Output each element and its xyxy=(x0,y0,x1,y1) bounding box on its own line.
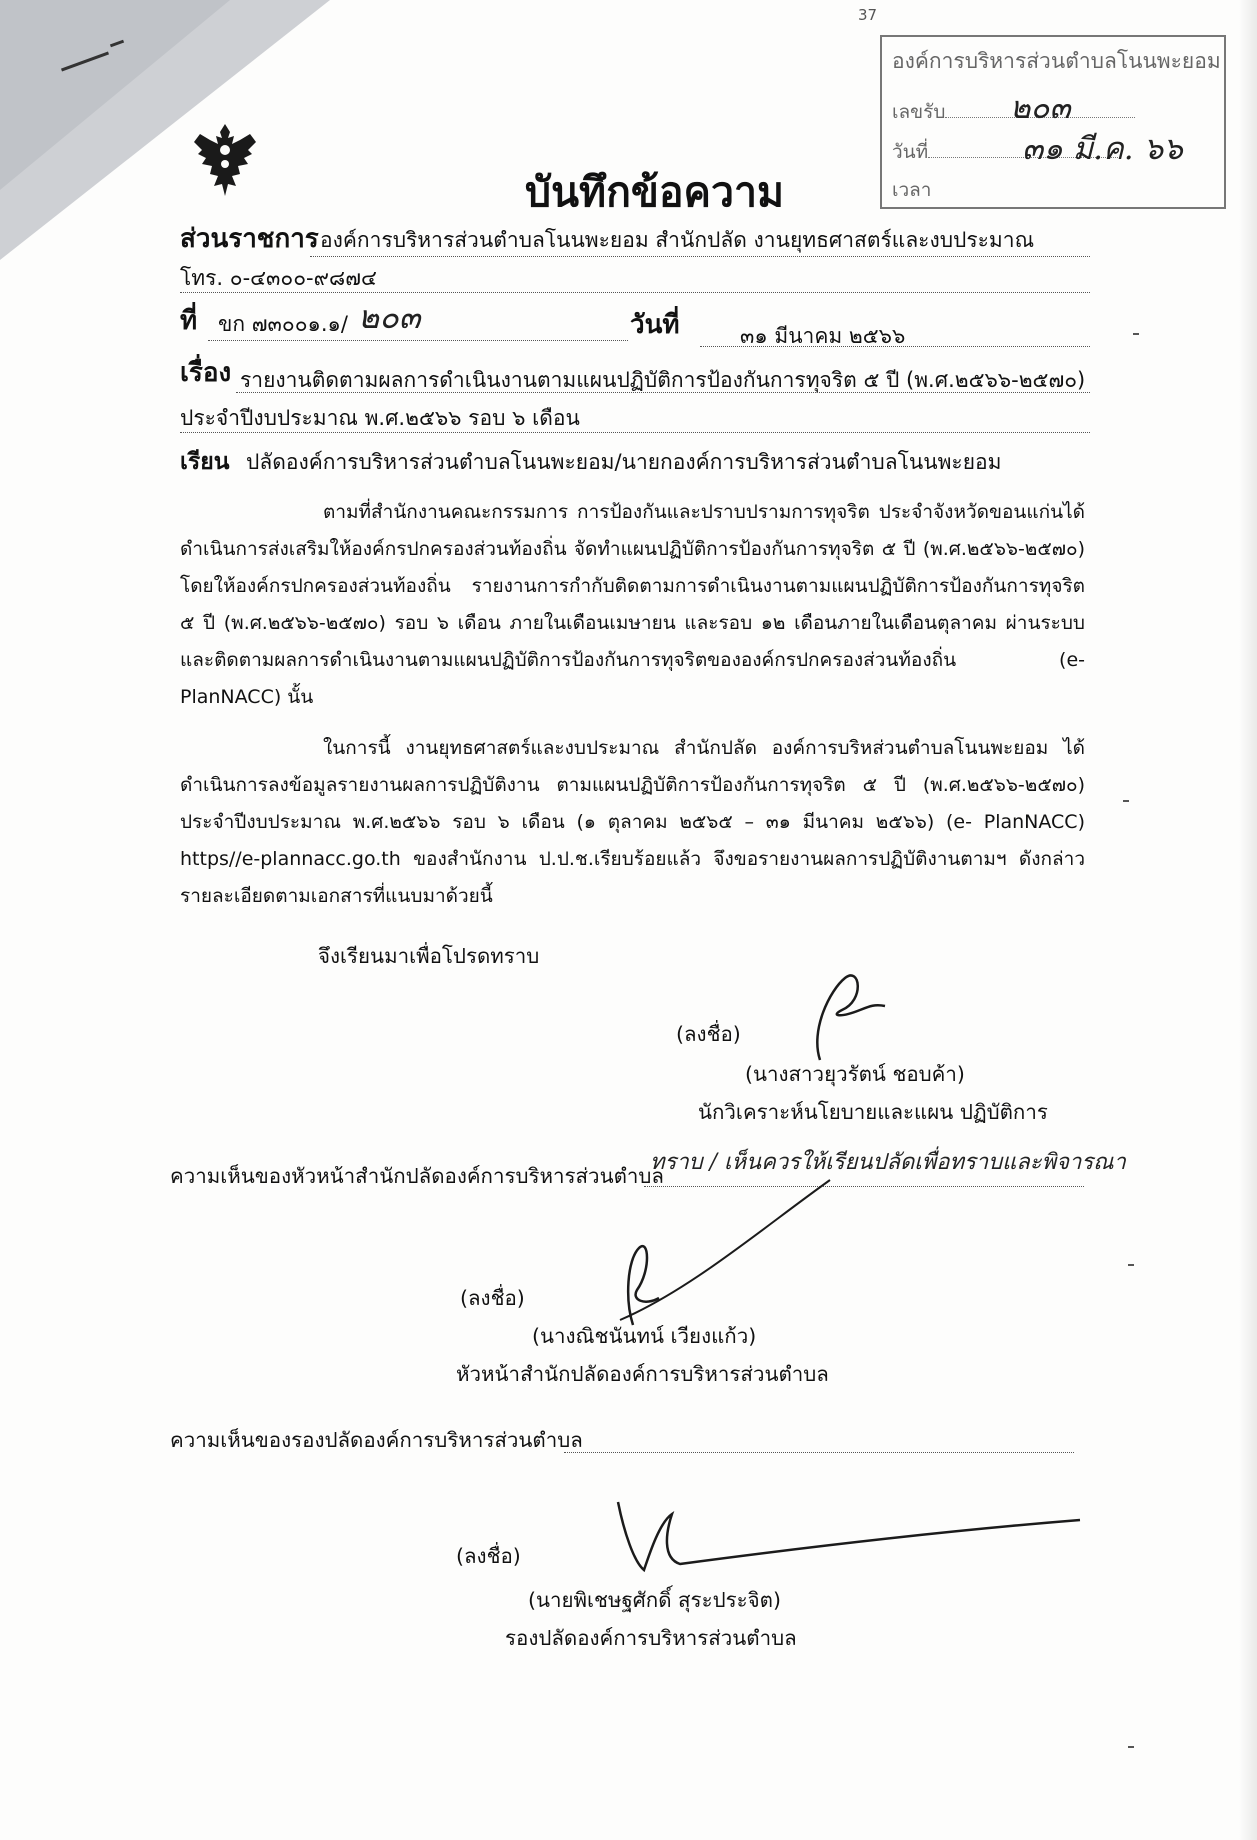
stamp-date-label: วันที่ xyxy=(892,141,929,163)
subject-line-2: ประจำปีงบประมาณ พ.ศ.๒๕๖๖ รอบ ๖ เดือน xyxy=(180,406,580,430)
garuda-emblem xyxy=(190,120,260,200)
body-paragraph-2: ในการนี้ งานยุทธศาสตร์และงบประมาณ สำนักปลัด องค์การบริหส่วนตำบลโนนพะยอม ได้ดำเนินการลงข้อมูลรายงานผลการปฏิบัติงาน ตามแผนปฏิบัติการป้องกันการทุจริต ๕ ปี (พ.ศ.๒๕๖๖-๒๕๗๐) ประจำปีงบประมาณ พ.ศ.๒๕๖๖ รอบ ๖ เดือน (๑ ตุลาคม ๒๕๖๕ – ๓๑ มีนาคม ๒๕๖๖) (e- PlanNACC) https//e-plannacc.go.th ของสำนักงาน ป.ป.ช.เรียบร้อยแล้ว จึงขอรายงานผลการปฏิบัติงานตามฯ ดังกล่าว รายละเอียดตามเอกสารที่แนบมาด้วยนี้ xyxy=(180,737,1085,907)
stamp-organization: องค์การบริหารส่วนตำบลโนนพะยอม xyxy=(892,49,1221,73)
department-value: องค์การบริหารส่วนตำบลโนนพะยอม สำนักปลัด งานยุทธศาสตร์และงบประมาณ xyxy=(320,228,1035,252)
author-signature xyxy=(790,960,900,1070)
deputy-position: รองปลัดองค์การบริหารส่วนตำบล xyxy=(505,1626,797,1650)
deputy-signature xyxy=(610,1492,1090,1582)
subject-label: เรื่อง xyxy=(180,358,232,388)
author-name: (นางสาวยุวรัตน์ ชอบค้า) xyxy=(745,1062,965,1086)
to-value: ปลัดองค์การบริหารส่วนตำบลโนนพะยอม/นายกองค์การบริหารส่วนตำบลโนนพะยอม xyxy=(246,450,1002,474)
phone-number: โทร. ๐-๔๓๐๐-๙๘๗๔ xyxy=(180,266,377,290)
stamp-time-row xyxy=(892,175,931,205)
ref-value: ขก ๗๓๐๐๑.๑/ xyxy=(218,312,348,336)
receipt-stamp xyxy=(880,35,1226,209)
stamp-number-handwritten: ๒๐๓ xyxy=(1010,90,1071,126)
deputy-sign-label: (ลงชื่อ) xyxy=(456,1544,521,1568)
page-number: 37 xyxy=(858,6,878,24)
closing-line: จึงเรียนมาเพื่อโปรดทราบ xyxy=(318,944,540,968)
author-sign-label: (ลงชื่อ) xyxy=(676,1022,741,1046)
memo-title: บันทึกข้อความ xyxy=(525,168,785,216)
chief-sign-label: (ลงชื่อ) xyxy=(460,1286,525,1310)
page-edge-shadow xyxy=(1239,0,1257,1840)
chief-name: (นางณิชนันทน์ เวียงแก้ว) xyxy=(532,1324,757,1348)
stamp-number-label: เลขรับ xyxy=(892,101,946,123)
stamp-time-label: เวลา xyxy=(892,179,932,201)
deputy-comment-label: ความเห็นของรองปลัดองค์การบริหารส่วนตำบล xyxy=(170,1428,583,1452)
to-label: เรียน xyxy=(180,449,230,475)
ref-label: ที่ xyxy=(180,306,198,336)
date-value: ๓๑ มีนาคม ๒๕๖๖ xyxy=(740,324,906,348)
body-paragraph-1: ตามที่สำนักงานคณะกรรมการ การป้องกันและปราบปรามการทุจริต ประจำจังหวัดขอนแก่นได้ดำเนินการส่งเสริมให้องค์กรปกครองส่วนท้องถิ่น จัดทำแผนปฏิบัติการป้องกันการทุจริต ๕ ปี (พ.ศ.๒๕๖๖-๒๕๗๐) โดยให้องค์กรปกครองส่วนท้องถิ่น รายงานการกำกับติดตามการดำเนินงานตามแผนปฏิบัติการป้องกันการทุจริต ๕ ปี (พ.ศ.๒๕๖๖-๒๕๗๐) รอบ ๖ เดือน ภายในเดือนเมษายน และรอบ ๑๒ เดือนภายในเดือนตุลาคม ผ่านระบบและติดตามผลการดำเนินงานตามแผนปฏิบัติการป้องกันการทุจริตขององค์กรปกครองส่วนท้องถิ่น (e-PlanNACC) นั้น xyxy=(180,501,1085,708)
chief-comment-handwritten: ทราบ / เห็นควรให้เรียนปลัดเพื่อทราบและพิจารณา xyxy=(650,1150,1126,1175)
chief-position: หัวหน้าสำนักปลัดองค์การบริหารส่วนตำบล xyxy=(456,1362,829,1386)
stamp-date-handwritten: ๓๑ มี.ค. ๖๖ xyxy=(1022,131,1183,167)
ref-handwritten: ๒๐๓ xyxy=(358,298,421,336)
chief-signature xyxy=(615,1240,665,1330)
subject-line-1: รายงานติดตามผลการดำเนินงานตามแผนปฏิบัติการป้องกันการทุจริต ๕ ปี (พ.ศ.๒๕๖๖-๒๕๗๐) xyxy=(240,368,1086,392)
department-label: ส่วนราชการ xyxy=(180,224,319,254)
deputy-name: (นายพิเชษฐศักดิ์ สุระประจิต) xyxy=(528,1588,781,1612)
date-label: วันที่ xyxy=(630,310,680,340)
author-position: นักวิเคราะห์นโยบายและแผน ปฏิบัติการ xyxy=(698,1100,1048,1124)
chief-comment-label: ความเห็นของหัวหน้าสำนักปลัดองค์การบริหารส่วนตำบล xyxy=(170,1164,664,1188)
